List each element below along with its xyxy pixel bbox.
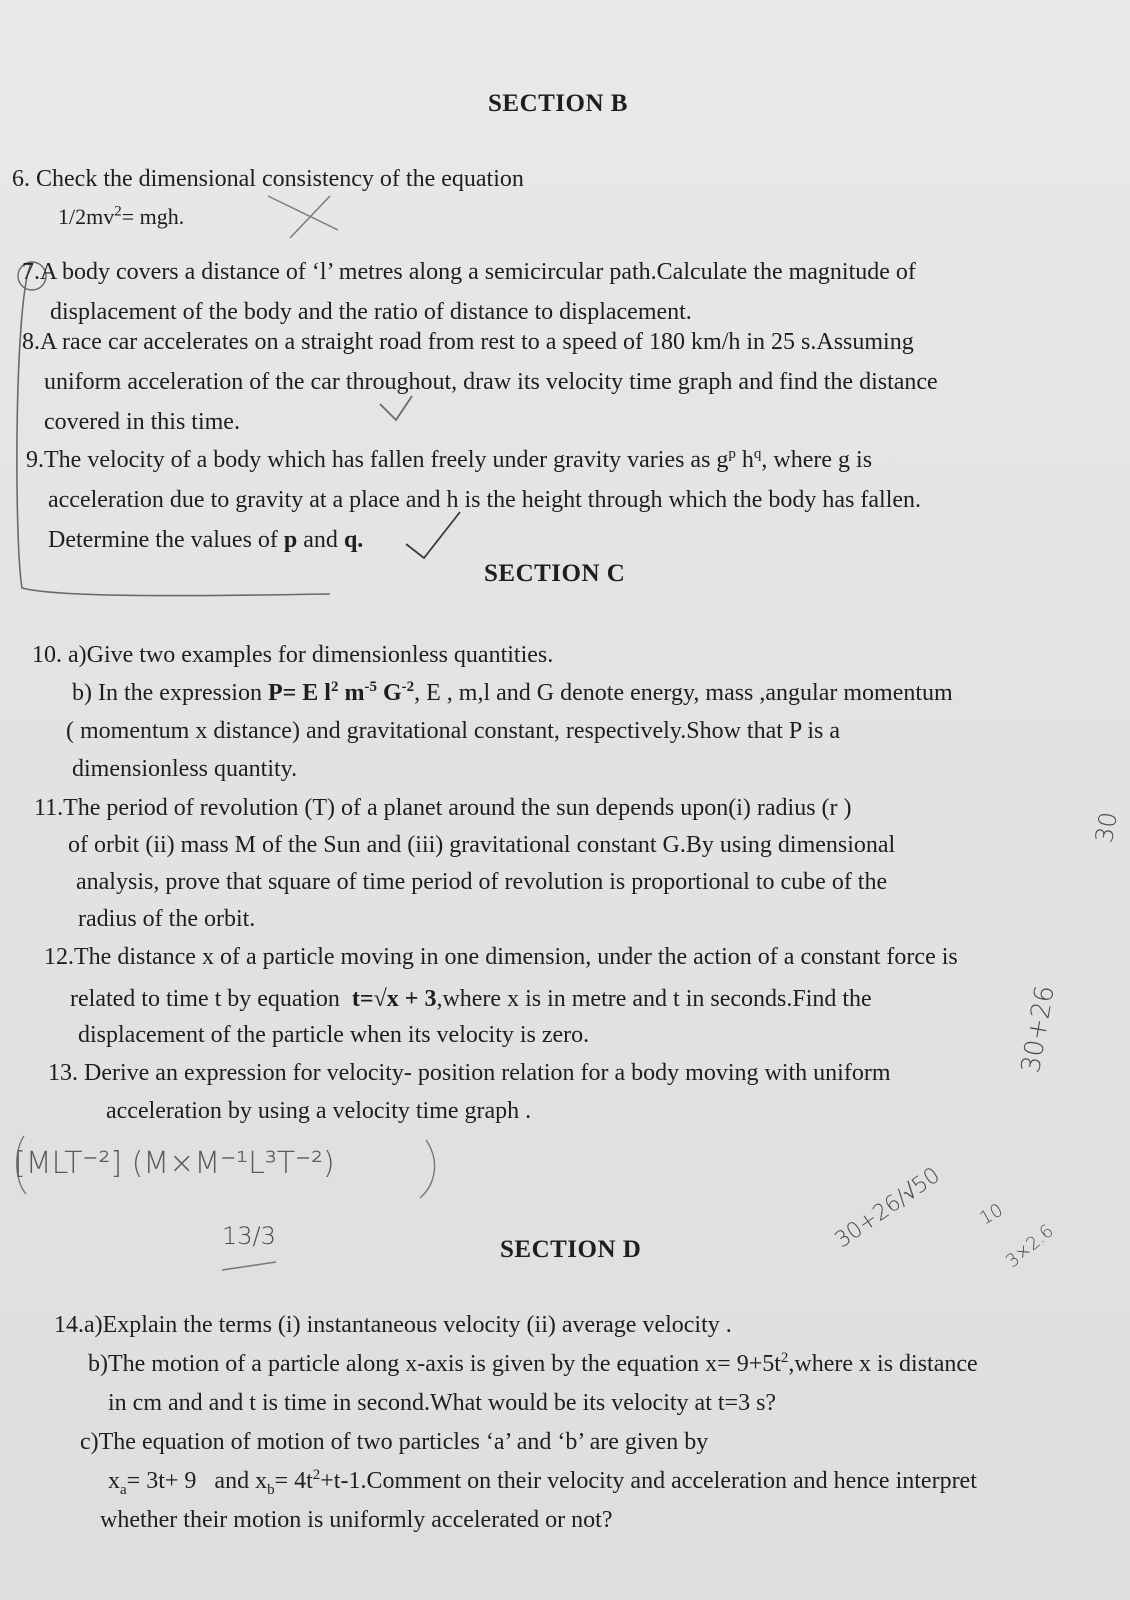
bracket-right [420, 1140, 435, 1198]
question-12: 12.The distance x of a particle moving in one dimension, under the action of a constant force is related to time t by equation t=√x + 3,where x is in metre and t in seconds.Find the displacement of the particle when its velocity is zero. [44, 944, 958, 1048]
question-14: 14.a)Explain the terms (i) instantaneous velocity (ii) average velocity . b)The motion of a particle along x-axis is given by the equation $x= 9+5t^2,where$ x is distance in cm and and t is time in second.What would be its velocity at t=3 s? c)The equation of motion of two particles ‘a’ and ‘b’ are given by $x_a= 3t+ 9$ and $x_b=$ $4t^2+t-1.Comment$ on their velocity and acceleration and hence interpret whether their motion is uniformly accelerated or not? [54, 1312, 978, 1533]
question-9: 9.The velocity of a body which has fallen freely under gravity varies as $g^p$ $h^q$, where g is acceleration due to gravity at a place and h is the height through which the body has fallen. Determine the values of p and q. [26, 446, 922, 553]
section-b-heading: SECTION B [488, 90, 628, 117]
handwritten-fraction: 13/3 [222, 1222, 276, 1250]
section-d-heading: SECTION D [500, 1236, 642, 1263]
question-13: 13. Derive an expression for velocity- position relation for a body moving with uniform acceleration by using a velocity time graph . [48, 1060, 891, 1124]
question-6: 6. Check the dimensional consistency of the equation $1/2mv^2=$ mgh. [12, 160, 524, 236]
question-6-equation: $1/2mv^2=$ mgh. [58, 203, 185, 229]
handwritten-calc-margin: 30 [1090, 809, 1123, 845]
fraction-line [222, 1262, 276, 1270]
question-11: 11.The period of revolution (T) of a planet around the sun depends upon(i) radius (r ) of orbit (ii) mass M of the Sun and (iii) gravitational constant G.By using dimensional analysis, prove that square of time period of revolution is proportional to cube of the radius of the orbit. [34, 795, 896, 932]
question-8: 8.A race car accelerates on a straight road from rest to a speed of 180 km/h in 25 s.Assuming uniform acceleration of the car throughout, draw its velocity time graph and find the distance covered in this time. [22, 329, 938, 435]
handwritten-small-10: 10 [976, 1199, 1007, 1230]
handwritten-calc-mid: 30+26/√50 [830, 1162, 945, 1254]
question-10: 10. a)Give two examples for dimensionless quantities. b) In the expression P= E $l^2$ $m^{-5}$ $G^{-2}$, E , m,l and G denote energy, mass ,angular momentum ( momentum x distance) and gravitational constant, respectively.Show that P is a dimensionless quantity. [32, 642, 953, 782]
handwritten-dimensional-work: [MLT⁻²] (M×M⁻¹L³T⁻²) [14, 1146, 335, 1181]
handwritten-small-3x26: 3×2.6 [1002, 1220, 1058, 1273]
handwritten-calc-right: 30+26 [1016, 983, 1061, 1076]
question-7: 7.A body covers a distance of ‘l’ metres along a semicircular path.Calculate the magnitude of displacement of the body and the ratio of distance to displacement. [22, 259, 916, 325]
section-c-heading: SECTION C [484, 560, 626, 587]
